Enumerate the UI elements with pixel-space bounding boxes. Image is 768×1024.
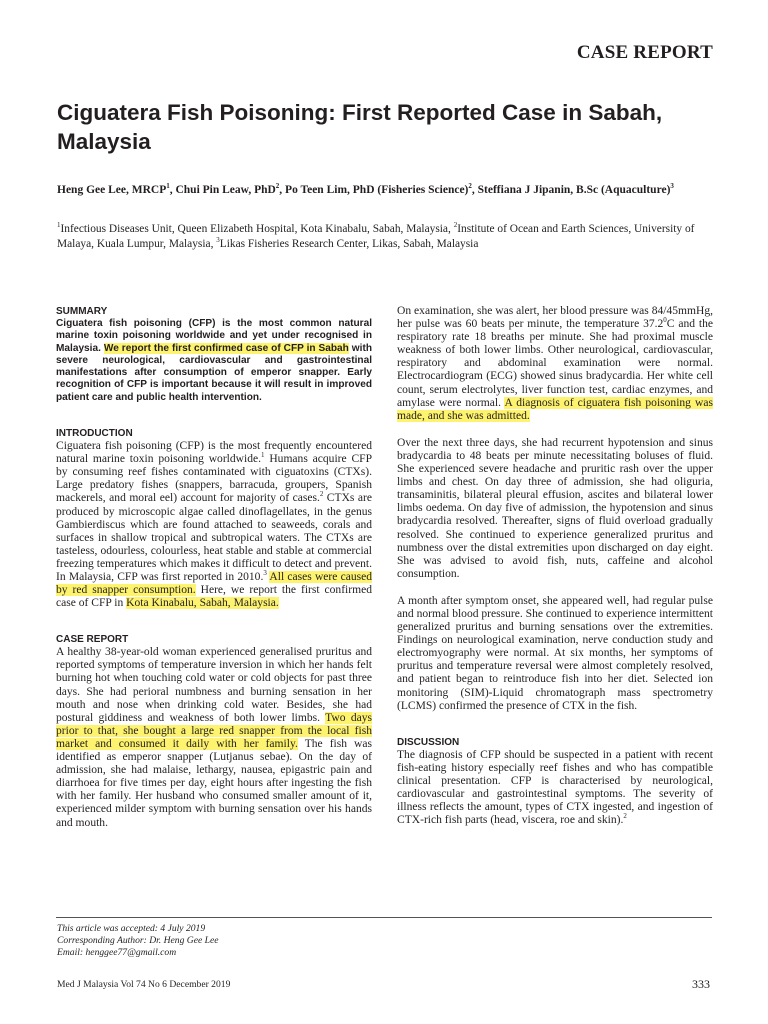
page-number: 333 bbox=[692, 977, 710, 991]
body-text: C and the respiratory rate 18 breaths per minute. She had proximal muscle weakness of both lower limbs. Other neurological, cardiovascular, respiratory and abdominal examination were normal. Electrocardiogram (ECG) showed sinus bradycardia. Her white cell count, serum electrolytes, liver function test, cardiac enzymes, and amylase were normal. bbox=[397, 318, 713, 409]
body-text: Ciguatera fish poisoning (CFP) is the most frequently encountered natural marine toxin poisoning worldwide. bbox=[56, 440, 372, 466]
introduction-paragraph bbox=[56, 440, 372, 610]
highlighted-text: All cases were caused by red snapper consumption. bbox=[56, 571, 372, 597]
right-column bbox=[397, 305, 713, 827]
author-name: , Steffiana J Jipanin, B.Sc (Aquaculture) bbox=[471, 184, 671, 196]
corresponding-author: Corresponding Author: Dr. Heng Gee Lee bbox=[57, 935, 219, 947]
author-affiliation-mark: 3 bbox=[670, 182, 674, 191]
case-report-paragraph bbox=[56, 646, 372, 829]
highlighted-text: We report the first confirmed case of CFP in Sabah bbox=[103, 342, 349, 354]
highlighted-text: A diagnosis of ciguatera fish poisoning was made, and she was admitted. bbox=[397, 396, 713, 422]
affiliations bbox=[57, 222, 715, 251]
author-name: Heng Gee Lee, MRCP bbox=[57, 184, 167, 196]
author-list bbox=[57, 182, 713, 198]
article-title: Ciguatera Fish Poisoning: First Reported Case in Sabah, Malaysia bbox=[57, 100, 663, 154]
follow-up-paragraph: A month after symptom onset, she appeared well, had regular pulse and normal blood pressure. She continued to experience intermittent generalized pruritus and burning sensations over the extremities. Findings on neurological examination, nerve conduction study and electromyography were normal. At six months, her symptoms of pruritus and temperature reversal were almost completely resolved, and patient began to reintroduce fish into her diet. Selected ion monitoring (SIM)-Liquid chromatograph mass spectrometry (LCMS) confirmed the presence of CTX in the fish. bbox=[397, 594, 713, 712]
author-email: Email: henggee77@gmail.com bbox=[57, 947, 177, 959]
affiliation-text: Likas Fisheries Research Center, Likas, Sabah, Malaysia bbox=[219, 237, 479, 250]
body-text: A healthy 38-year-old woman experienced generalised pruritus and reported symptoms of temperature inversion in which her hands felt burning hot when touching cold water or cold objects for past three days. She had perioral numbness and burning sensation in her mouth and nose when drinking cold water. Besides, she had postural giddiness and weakness of both lower limbs. bbox=[56, 646, 372, 724]
highlighted-text: Kota Kinabalu, Sabah, Malaysia. bbox=[126, 597, 279, 610]
affiliation-text: Institute of Ocean and Earth Sciences, University of Malaya, Kuala Lumpur, Malaysia, bbox=[57, 223, 695, 250]
body-text: Here, we report the first confirmed case of CFP in bbox=[56, 584, 372, 610]
footer-notes bbox=[57, 923, 218, 960]
clinical-course-paragraph: Over the next three days, she had recurrent hypotension and sinus bradycardia to 48 beats per minute necessitating boluses of fluid. She experienced severe headache and pruritic rash over the upper limbs and chest. On day three of admission, she had oliguria, transaminitis, bilateral pleural effusion, ascites and bilateral lower limbs oedema. On day five of admission, the hypotension and sinus bradycardia resolved. Thereafter, signs of fluid overload gradually resolved. She continued to experience generalized pruritus and numbness over the distal extremities upon discharged on day eight. She was advised to avoid fish, nuts, caffeine and alcohol consumption. bbox=[397, 436, 713, 580]
affiliation-mark: 3 bbox=[216, 235, 220, 244]
author-affiliation-mark: 1 bbox=[166, 182, 170, 191]
summary-sentence: with severe neurological, cardiovascular and gastrointestinal manifestations after consumption of emperor snapper. Early recognition of CFP is important because it will result in improved patient care and public health intervention. bbox=[56, 342, 372, 403]
affiliation-mark: 2 bbox=[453, 221, 458, 230]
discussion-paragraph bbox=[397, 749, 713, 828]
journal-citation: Med J Malaysia Vol 74 No 6 December 2019 bbox=[57, 979, 231, 990]
body-text: On examination, she was alert, her blood pressure was 84/45mmHg, her pulse was 60 beats per minute, the temperature 37.2 bbox=[397, 305, 713, 331]
body-text: The fish was identified as emperor snapper (Lutjanus sebae). On the day of admission, she had malaise, lethargy, nausea, epigastric pain and diarrhoea for five times per day, eight hours after ingesting the fish with her family. Her husband who consumed smaller amount of it, experienced milder symptom with burning sensation over his hands and mouth. bbox=[56, 737, 373, 829]
accepted-date: This article was accepted: 4 July 2019 bbox=[57, 923, 206, 934]
summary-sentence: Ciguatera fish poisoning (CFP) is the most common natural marine toxin poisoning worldwide and yet under recognised in Malaysia. bbox=[56, 318, 372, 354]
reference-mark: 2 bbox=[319, 490, 324, 499]
author-name: , Po Teen Lim, PhD (Fisheries Science) bbox=[279, 184, 469, 196]
case-report-heading: CASE REPORT bbox=[56, 634, 129, 646]
reference-mark: 2 bbox=[623, 812, 627, 821]
author-name: , Chui Pin Leaw, PhD bbox=[169, 184, 276, 196]
highlighted-text: Two days prior to that, she bought a large red snapper from the local fish market and consumed it daily with her family. bbox=[56, 711, 372, 750]
discussion-heading: DISCUSSION bbox=[397, 736, 460, 748]
body-text: The diagnosis of CFP should be suspected in a patient with recent fish-eating history especially reef fishes and who has compatible clinical presentation. CFP is characterised by neurological, cardiovascular and gastrointestinal symptoms. The severity of illness reflects the amount, types of CTX ingested, and ingestion of CTX-rich fish parts (head, viscera, roe and skin). bbox=[397, 748, 713, 827]
reference-mark: 3 bbox=[263, 569, 267, 578]
degree-mark: 0 bbox=[663, 316, 667, 325]
introduction-heading: INTRODUCTION bbox=[56, 428, 133, 440]
author-affiliation-mark: 2 bbox=[468, 182, 472, 191]
section-label: CASE REPORT bbox=[576, 42, 713, 63]
left-column bbox=[56, 305, 372, 830]
author-affiliation-mark: 2 bbox=[275, 182, 280, 191]
reference-mark: 1 bbox=[261, 451, 265, 460]
affiliation-text: Infectious Diseases Unit, Queen Elizabeth Hospital, Kota Kinabalu, Sabah, Malaysia, bbox=[60, 223, 454, 235]
body-text: Humans acquire CFP by consuming reef fishes contaminated with ciguatoxins (CTXs). Large predatory fishes (snappers, barracuda, groupers, Spanish mackerels, and moral eel) account for majority of cases. bbox=[56, 453, 372, 505]
summary-text bbox=[56, 318, 372, 404]
examination-paragraph bbox=[397, 305, 713, 423]
affiliation-mark: 1 bbox=[57, 221, 61, 230]
body-text: CTXs are produced by microscopic algae called dinoflagellates, in the genus Gambierdiscus which are found attached to seaweeds, corals and surfaces in shallow tropical and subtropical waters. The CTXs are tasteless, odourless, colourless, heat stable and stable at commercial freezing temperatures which makes it difficult to detect and prevent. In Malaysia, CFP was first reported in 2010. bbox=[56, 492, 372, 584]
summary-heading: SUMMARY bbox=[56, 306, 108, 317]
footer-divider bbox=[56, 917, 712, 918]
